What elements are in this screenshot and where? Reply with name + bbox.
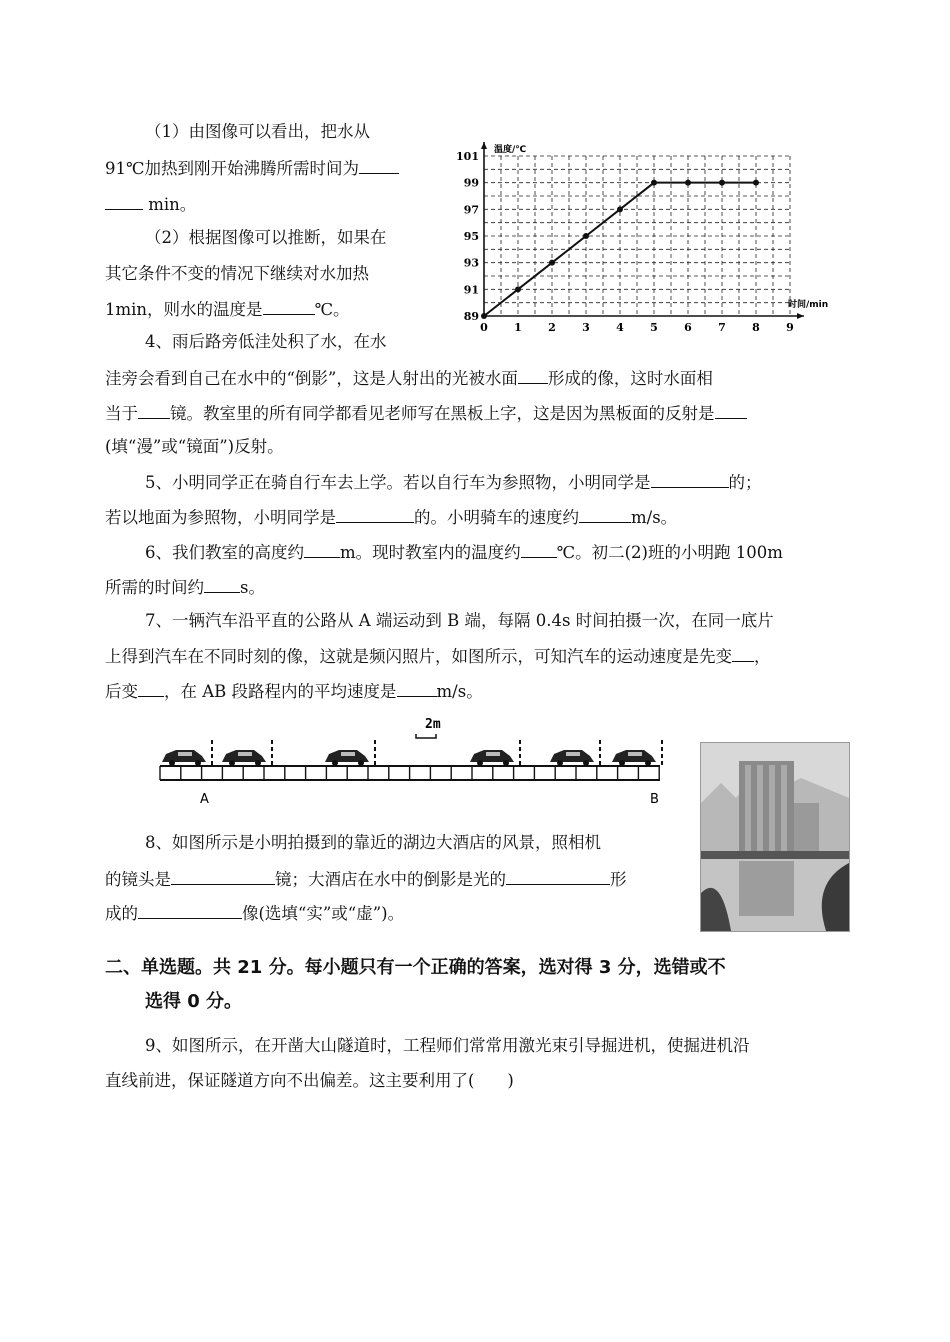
q3-part1-line2: 91℃加热到刚开始沸腾所需时间为 bbox=[105, 158, 399, 179]
q8-line2: 的镜头是 镜；大酒店在水中的倒影是光的 形 bbox=[105, 870, 627, 889]
section-heading-line2: 选得 0 分。 bbox=[145, 991, 243, 1012]
car-image bbox=[325, 740, 375, 766]
answer-blank bbox=[732, 646, 754, 662]
car-image bbox=[222, 740, 272, 766]
answer-blank bbox=[304, 542, 340, 558]
y-tick-labels bbox=[456, 150, 479, 323]
car-wheel bbox=[332, 760, 338, 766]
answer-blank bbox=[336, 507, 414, 523]
data-point bbox=[583, 233, 589, 239]
car-window bbox=[341, 752, 355, 756]
scale-bracket bbox=[416, 734, 436, 738]
car-window bbox=[238, 752, 252, 756]
data-point bbox=[685, 180, 691, 186]
car-window bbox=[566, 752, 580, 756]
hotel-photo-drawing bbox=[701, 743, 849, 931]
q6-line2: 所需的时间约 s。 bbox=[105, 578, 265, 597]
scale-label: 2m bbox=[425, 717, 441, 732]
y-tick-label: 91 bbox=[463, 283, 479, 297]
x-tick-label: 4 bbox=[616, 321, 624, 334]
x-tick-label: 6 bbox=[684, 321, 692, 334]
answer-blank bbox=[138, 403, 170, 419]
q3-part1-line1: （1）由图像可以看出，把水从 bbox=[145, 122, 370, 141]
car-wheel bbox=[503, 760, 509, 766]
data-point bbox=[753, 180, 759, 186]
y-axis-arrow bbox=[481, 142, 487, 149]
x-tick-label: 1 bbox=[514, 321, 522, 334]
x-tick-labels bbox=[480, 321, 794, 334]
car-image bbox=[612, 740, 662, 766]
car-window bbox=[628, 752, 642, 756]
answer-blank bbox=[138, 903, 242, 919]
answer-blank bbox=[651, 472, 729, 488]
q4-line2: 洼旁会看到自己在水中的“倒影”，这是人射出的光被水面 形成的像，这时水面相 bbox=[105, 369, 713, 388]
answer-blank bbox=[715, 403, 747, 419]
answer-blank bbox=[518, 368, 548, 384]
answer-blank bbox=[506, 869, 610, 885]
answer-blank bbox=[138, 681, 164, 697]
y-tick-label: 99 bbox=[463, 176, 479, 190]
y-axis-label: 温度/℃ bbox=[494, 145, 527, 155]
car-strobe-figure bbox=[150, 710, 670, 810]
y-tick-label: 101 bbox=[456, 150, 479, 163]
x-tick-label: 2 bbox=[548, 321, 556, 334]
q5-line2: 若以地面为参照物，小明同学是 的。小明骑车的速度约 m/s。 bbox=[105, 508, 678, 527]
x-tick-label: 9 bbox=[786, 321, 794, 334]
y-tick-label: 89 bbox=[463, 310, 479, 323]
car-wheel bbox=[358, 760, 364, 766]
hotel-lake-photo bbox=[700, 742, 850, 932]
q7-line3: 后变 ，在 AB 段路程内的平均速度是 m/s。 bbox=[105, 682, 483, 701]
q3-part2-line1: （2）根据图像可以推断，如果在 bbox=[145, 228, 387, 247]
car-wheel bbox=[477, 760, 483, 766]
q7-line2: 上得到汽车在不同时刻的像，这就是频闪照片，如图所示，可知汽车的运动速度是先变 ， bbox=[105, 647, 771, 666]
data-point bbox=[651, 180, 657, 186]
q7-line1: 7、一辆汽车沿平直的公路从 A 端运动到 B 端，每隔 0.4s 时间拍摄一次，在同一底片 bbox=[145, 611, 774, 630]
car-wheel bbox=[169, 760, 175, 766]
q4-line1: 4、雨后路旁低洼处积了水，在水 bbox=[145, 332, 387, 351]
answer-blank bbox=[521, 542, 557, 558]
car-wheel bbox=[583, 760, 589, 766]
car-images bbox=[162, 740, 662, 766]
data-point bbox=[549, 260, 555, 266]
answer-blank bbox=[579, 507, 631, 523]
q9-line2: 直线前进，保证隧道方向不出偏差。这主要利用了( ) bbox=[105, 1071, 514, 1090]
car-image bbox=[470, 740, 520, 766]
road-ticks bbox=[160, 766, 659, 780]
car-wheel bbox=[557, 760, 563, 766]
answer-blank bbox=[105, 194, 143, 210]
car-wheel bbox=[229, 760, 235, 766]
q3-part2-line2: 其它条件不变的情况下继续对水加热 bbox=[105, 264, 369, 283]
y-tick-label: 95 bbox=[463, 230, 479, 243]
car-image bbox=[162, 740, 212, 766]
x-tick-label: 5 bbox=[650, 321, 658, 334]
point-a-label: A bbox=[200, 792, 209, 807]
section-heading-line1: 二、单选题。共 21 分。每小题只有一个正确的答案，选对得 3 分，选错或不 bbox=[105, 957, 726, 978]
data-point bbox=[481, 313, 487, 319]
car-wheel bbox=[619, 760, 625, 766]
car-image bbox=[550, 740, 600, 766]
car-window bbox=[178, 752, 192, 756]
q9-line1: 9、如图所示，在开凿大山隧道时，工程师们常常用激光束引导掘进机，使掘进机沿 bbox=[145, 1036, 750, 1055]
x-tick-label: 8 bbox=[752, 321, 760, 334]
car-wheel bbox=[645, 760, 651, 766]
chart-grid bbox=[484, 156, 790, 316]
answer-blank bbox=[171, 869, 275, 885]
y-tick-label: 97 bbox=[463, 203, 479, 217]
answer-blank bbox=[359, 158, 399, 174]
x-axis-label: 时间/min bbox=[788, 300, 829, 310]
car-wheel bbox=[195, 760, 201, 766]
answer-blank bbox=[263, 299, 315, 315]
data-point bbox=[719, 180, 725, 186]
data-point bbox=[617, 206, 623, 212]
car-window bbox=[486, 752, 500, 756]
data-point bbox=[515, 286, 521, 292]
x-tick-label: 0 bbox=[480, 321, 488, 334]
x-tick-label: 7 bbox=[718, 321, 726, 334]
answer-blank bbox=[204, 577, 240, 593]
q3-part1-line3: min。 bbox=[105, 194, 196, 215]
temperature-time-chart bbox=[450, 140, 840, 340]
x-tick-label: 3 bbox=[582, 321, 590, 334]
x-axis-arrow bbox=[797, 313, 804, 319]
point-b-label: B bbox=[650, 792, 659, 807]
y-tick-label: 93 bbox=[463, 256, 479, 270]
q8-line1: 8、如图所示是小明拍摄到的靠近的湖边大酒店的风景，照相机 bbox=[145, 833, 601, 852]
q4-line4: (填“漫”或“镜面”)反射。 bbox=[105, 437, 284, 456]
chart-axes bbox=[481, 142, 804, 319]
car-wheel bbox=[255, 760, 261, 766]
q6-line1: 6、我们教室的高度约 m。现时教室内的温度约 ℃。初二(2)班的小明跑 100m bbox=[145, 543, 783, 562]
q5-line1: 5、小明同学正在骑自行车去上学。若以自行车为参照物，小明同学是 的； bbox=[145, 473, 762, 492]
q3-part2-line3: 1min，则水的温度是 ℃。 bbox=[105, 300, 350, 319]
q8-line3: 成的 像(选填“实”或“虚”)。 bbox=[105, 904, 405, 923]
q4-line3: 当于 镜。教室里的所有同学都看见老师写在黑板上字，这是因为黑板面的反射是 bbox=[105, 403, 747, 424]
answer-blank bbox=[397, 681, 437, 697]
